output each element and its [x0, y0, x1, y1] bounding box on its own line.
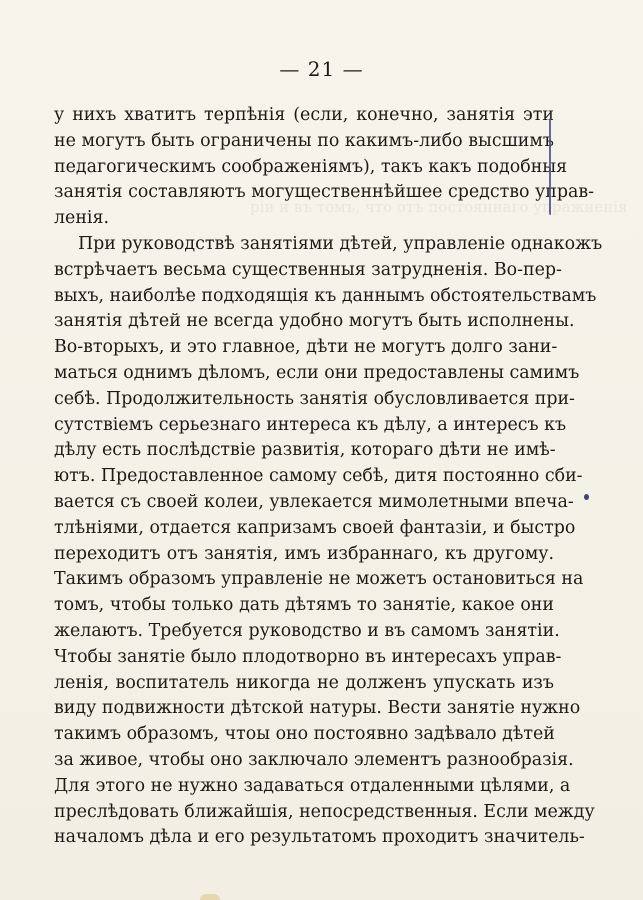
text-line: При руководствѣ занятіями дѣтей, управленіе однакожъ [78, 233, 603, 254]
text-line: виду подвижности дѣтской натуры. Вести занятіе нужно [54, 698, 581, 719]
text-line: Во-вторыхъ, и это главное, дѣти не могутъ долго зани- [54, 337, 558, 358]
text-line: занятія составляютъ могущественнѣйшее средство управ- [54, 182, 594, 203]
text-line: переходитъ отъ занятія, имъ избраннаго, къ другому. [54, 543, 554, 564]
text-line: дѣлу есть послѣдствіе развитія, котораго дѣти не имѣ- [54, 440, 556, 461]
show-through-text: ріи и въ томъ, что отъ постояннаго упражненія [250, 198, 628, 216]
text-line: сутствіемъ серьезнаго интереса къ дѣлу, а интересъ къ [54, 414, 567, 435]
text-line: Чтобы занятіе было плодотворно въ интересахъ управ- [54, 646, 562, 667]
text-line: педагогическимъ соображеніямъ), такъ какъ подобныя [54, 156, 568, 177]
text-line: за живое, чтобы оно заключало элементъ разнообразія. [54, 749, 574, 770]
text-line: вается съ своей колеи, увлекается мимолетными впеча- [54, 491, 574, 512]
text-line: ленія. [54, 208, 109, 229]
page-number: — 21 — [279, 57, 364, 81]
text-line: у нихъ хватитъ терпѣнія (если, конечно, занятія эти [54, 105, 554, 125]
paragraph-1 [54, 103, 594, 232]
text-line: желаютъ. Требуется руководство и въ самомъ занятіи. [54, 620, 560, 641]
text-line: маться однимъ дѣломъ, если они предоставлены самимъ [54, 362, 580, 383]
text-line: преслѣдовать ближайшія, непосредственныя. Если между [54, 801, 595, 822]
text-line: такимъ образомъ, чтоы оно постоявно задѣвало дѣтей [54, 724, 555, 745]
paper-stain [200, 894, 220, 900]
margin-pencil-mark [549, 118, 555, 215]
text-line: Для этого не нужно задаваться отдаленными цѣлями, а [54, 775, 571, 796]
text-line: началомъ дѣла и его результатомъ проходитъ значитель- [54, 827, 585, 848]
text-line: не могутъ быть ограничены по какимъ-либо высшимъ [54, 130, 554, 151]
text-line: ютъ. Предоставленное самому себѣ, дитя постоянно сби- [54, 466, 583, 487]
ink-dot [584, 494, 589, 500]
paragraph-2 [54, 232, 603, 851]
text-line: ленія, воспитатель никогда не долженъ упускать изъ [54, 672, 554, 693]
body-text [54, 103, 603, 851]
text-line: тлѣніями, отдается капризамъ своей фантазіи, и быстро [54, 517, 576, 538]
text-line: себѣ. Продолжительность занятія обусловливается при- [54, 388, 575, 409]
text-line: выхъ, наиболѣе подходящія къ даннымъ обстоятельствамъ [54, 285, 597, 306]
text-line: томъ, чтобы только дать дѣтямъ то занятіе, какое они [54, 595, 554, 616]
text-line: Такимъ образомъ управленіе не можетъ остановиться на [54, 569, 584, 590]
text-line: занятія дѣтей не всегда удобно могутъ быть исполнены. [54, 311, 575, 332]
text-line: встрѣчаетъ весьма существенныя затрудненія. Во-пер- [54, 259, 562, 280]
